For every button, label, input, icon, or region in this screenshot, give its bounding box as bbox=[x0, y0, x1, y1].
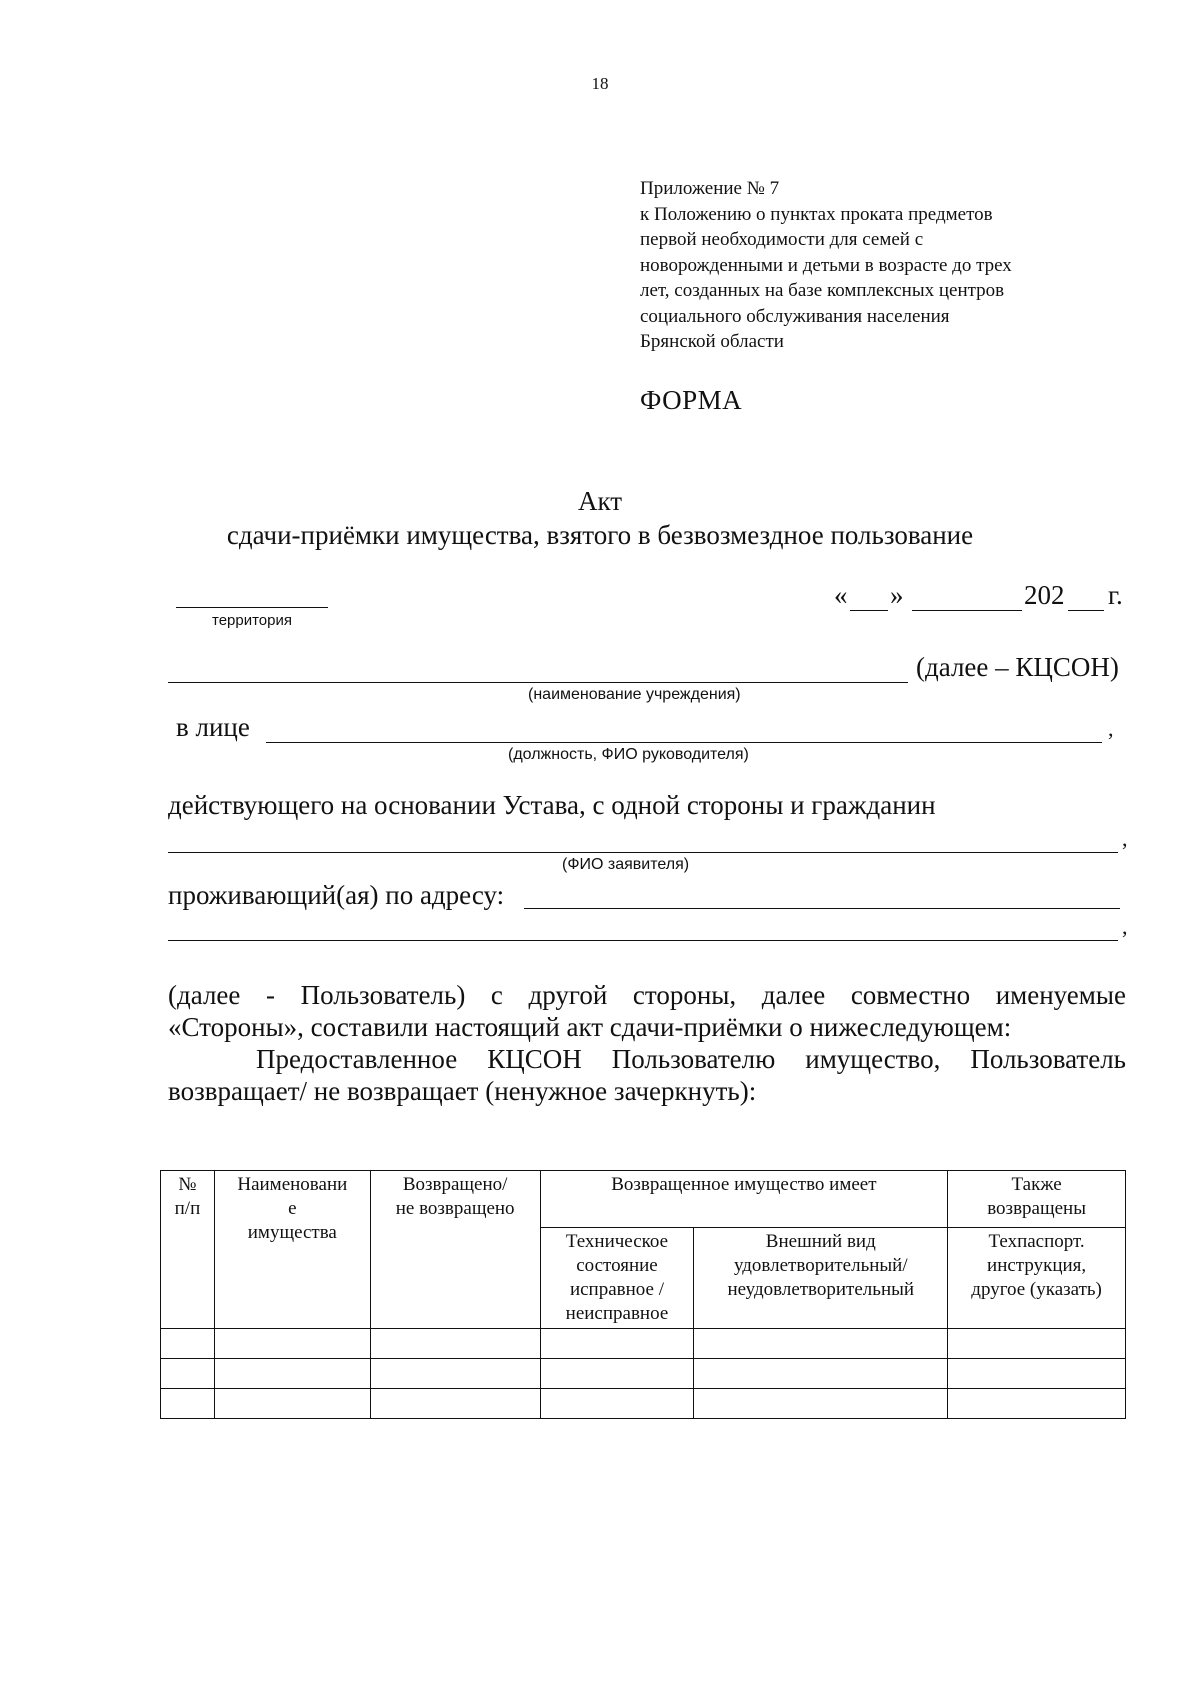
territory-caption: территория bbox=[212, 612, 292, 629]
table-cell[interactable] bbox=[540, 1389, 694, 1419]
table-row bbox=[161, 1359, 1126, 1389]
territory-line[interactable] bbox=[176, 607, 328, 608]
act-subtitle: сдачи-приёмки имущества, взятого в безвозмездное пользование bbox=[226, 520, 974, 550]
table-cell[interactable] bbox=[161, 1389, 215, 1419]
table-cell[interactable] bbox=[694, 1329, 948, 1359]
date-close-quote: » bbox=[890, 580, 904, 610]
head-line[interactable] bbox=[266, 742, 1102, 743]
paragraph-1-line-1: (далее - Пользователь) с другой стороны, далее совместно именуемые bbox=[168, 980, 1126, 1010]
table-row bbox=[161, 1329, 1126, 1359]
header-cell-condition-group: Возвращенное имущество имеет bbox=[540, 1171, 948, 1228]
table-cell[interactable] bbox=[161, 1329, 215, 1359]
day-line[interactable] bbox=[850, 610, 888, 611]
appendix-line: Брянской области bbox=[640, 331, 784, 352]
header-cell-number: № п/п bbox=[161, 1171, 215, 1329]
table-cell[interactable] bbox=[540, 1329, 694, 1359]
head-caption: (должность, ФИО руководителя) bbox=[508, 746, 749, 763]
table-cell[interactable] bbox=[694, 1359, 948, 1389]
header-cell-docs: Техпаспорт. инструкция, другое (указать) bbox=[948, 1228, 1126, 1329]
table-cell[interactable] bbox=[540, 1359, 694, 1389]
table-cell[interactable] bbox=[370, 1329, 540, 1359]
address-line-1[interactable] bbox=[524, 908, 1120, 909]
table-cell[interactable] bbox=[370, 1389, 540, 1419]
table-cell[interactable] bbox=[214, 1329, 370, 1359]
table-cell[interactable] bbox=[214, 1389, 370, 1419]
year-suffix: г. bbox=[1108, 580, 1123, 610]
appendix-line: лет, созданных на базе комплексных центров bbox=[640, 280, 1005, 301]
year-prefix: 202 bbox=[1024, 580, 1065, 610]
form-label: ФОРМА bbox=[640, 385, 743, 415]
applicant-comma: , bbox=[1122, 826, 1128, 851]
address-comma: , bbox=[1122, 914, 1128, 939]
institution-line[interactable] bbox=[168, 682, 908, 683]
institution-suffix: (далее – КЦСОН) bbox=[916, 652, 1119, 682]
table-cell[interactable] bbox=[694, 1389, 948, 1419]
items-table bbox=[160, 1170, 1126, 1419]
appendix-line: Приложение № 7 bbox=[640, 178, 780, 199]
appendix-line: первой необходимости для семей с bbox=[640, 229, 924, 250]
paragraph-2-line-1: Предоставленное КЦСОН Пользователю имущество, Пользователь bbox=[256, 1044, 1126, 1074]
table-cell[interactable] bbox=[370, 1359, 540, 1389]
appendix-line: к Положению о пунктах проката предметов bbox=[640, 203, 993, 225]
date-open-quote: « bbox=[834, 580, 848, 610]
applicant-line[interactable] bbox=[168, 852, 1118, 853]
paragraph-1-line-2: «Стороны», составили настоящий акт сдачи-приёмки о нижеследующем: bbox=[168, 1012, 1012, 1042]
in-person-label: в лице bbox=[176, 712, 250, 742]
address-line-2[interactable] bbox=[168, 940, 1118, 941]
paragraph-2-line-2: возвращает/ не возвращает (ненужное зачеркнуть): bbox=[168, 1076, 757, 1106]
appendix-line: социального обслуживания населения bbox=[640, 305, 950, 327]
page-number: 18 bbox=[591, 74, 609, 93]
basis-text: действующего на основании Устава, с одной стороны и гражданин bbox=[168, 790, 936, 820]
table-cell[interactable] bbox=[948, 1329, 1126, 1359]
table-cell[interactable] bbox=[948, 1389, 1126, 1419]
appendix-line: новорожденными и детьми в возрасте до трех bbox=[640, 254, 1012, 276]
institution-caption: (наименование учреждения) bbox=[528, 686, 741, 703]
table-cell[interactable] bbox=[161, 1359, 215, 1389]
month-line[interactable] bbox=[912, 610, 1022, 611]
header-cell-appearance: Внешний вид удовлетворительный/ неудовлетворительный bbox=[694, 1228, 948, 1329]
applicant-caption: (ФИО заявителя) bbox=[562, 856, 690, 873]
act-title: Акт bbox=[577, 486, 623, 516]
table-cell[interactable] bbox=[948, 1359, 1126, 1389]
table-header-row bbox=[161, 1171, 1126, 1228]
head-comma: , bbox=[1108, 716, 1114, 741]
address-label: проживающий(ая) по адресу: bbox=[168, 880, 505, 910]
table-cell[interactable] bbox=[214, 1359, 370, 1389]
header-cell-name: Наименовани е имущества bbox=[214, 1171, 370, 1329]
table-row bbox=[161, 1389, 1126, 1419]
appendix-block bbox=[640, 176, 1110, 355]
header-cell-also: Также возвращены bbox=[948, 1171, 1126, 1228]
header-cell-technical: Техническое состояние исправное / неисправное bbox=[540, 1228, 694, 1329]
header-cell-returned: Возвращено/ не возвращено bbox=[370, 1171, 540, 1329]
year-line[interactable] bbox=[1068, 610, 1104, 611]
